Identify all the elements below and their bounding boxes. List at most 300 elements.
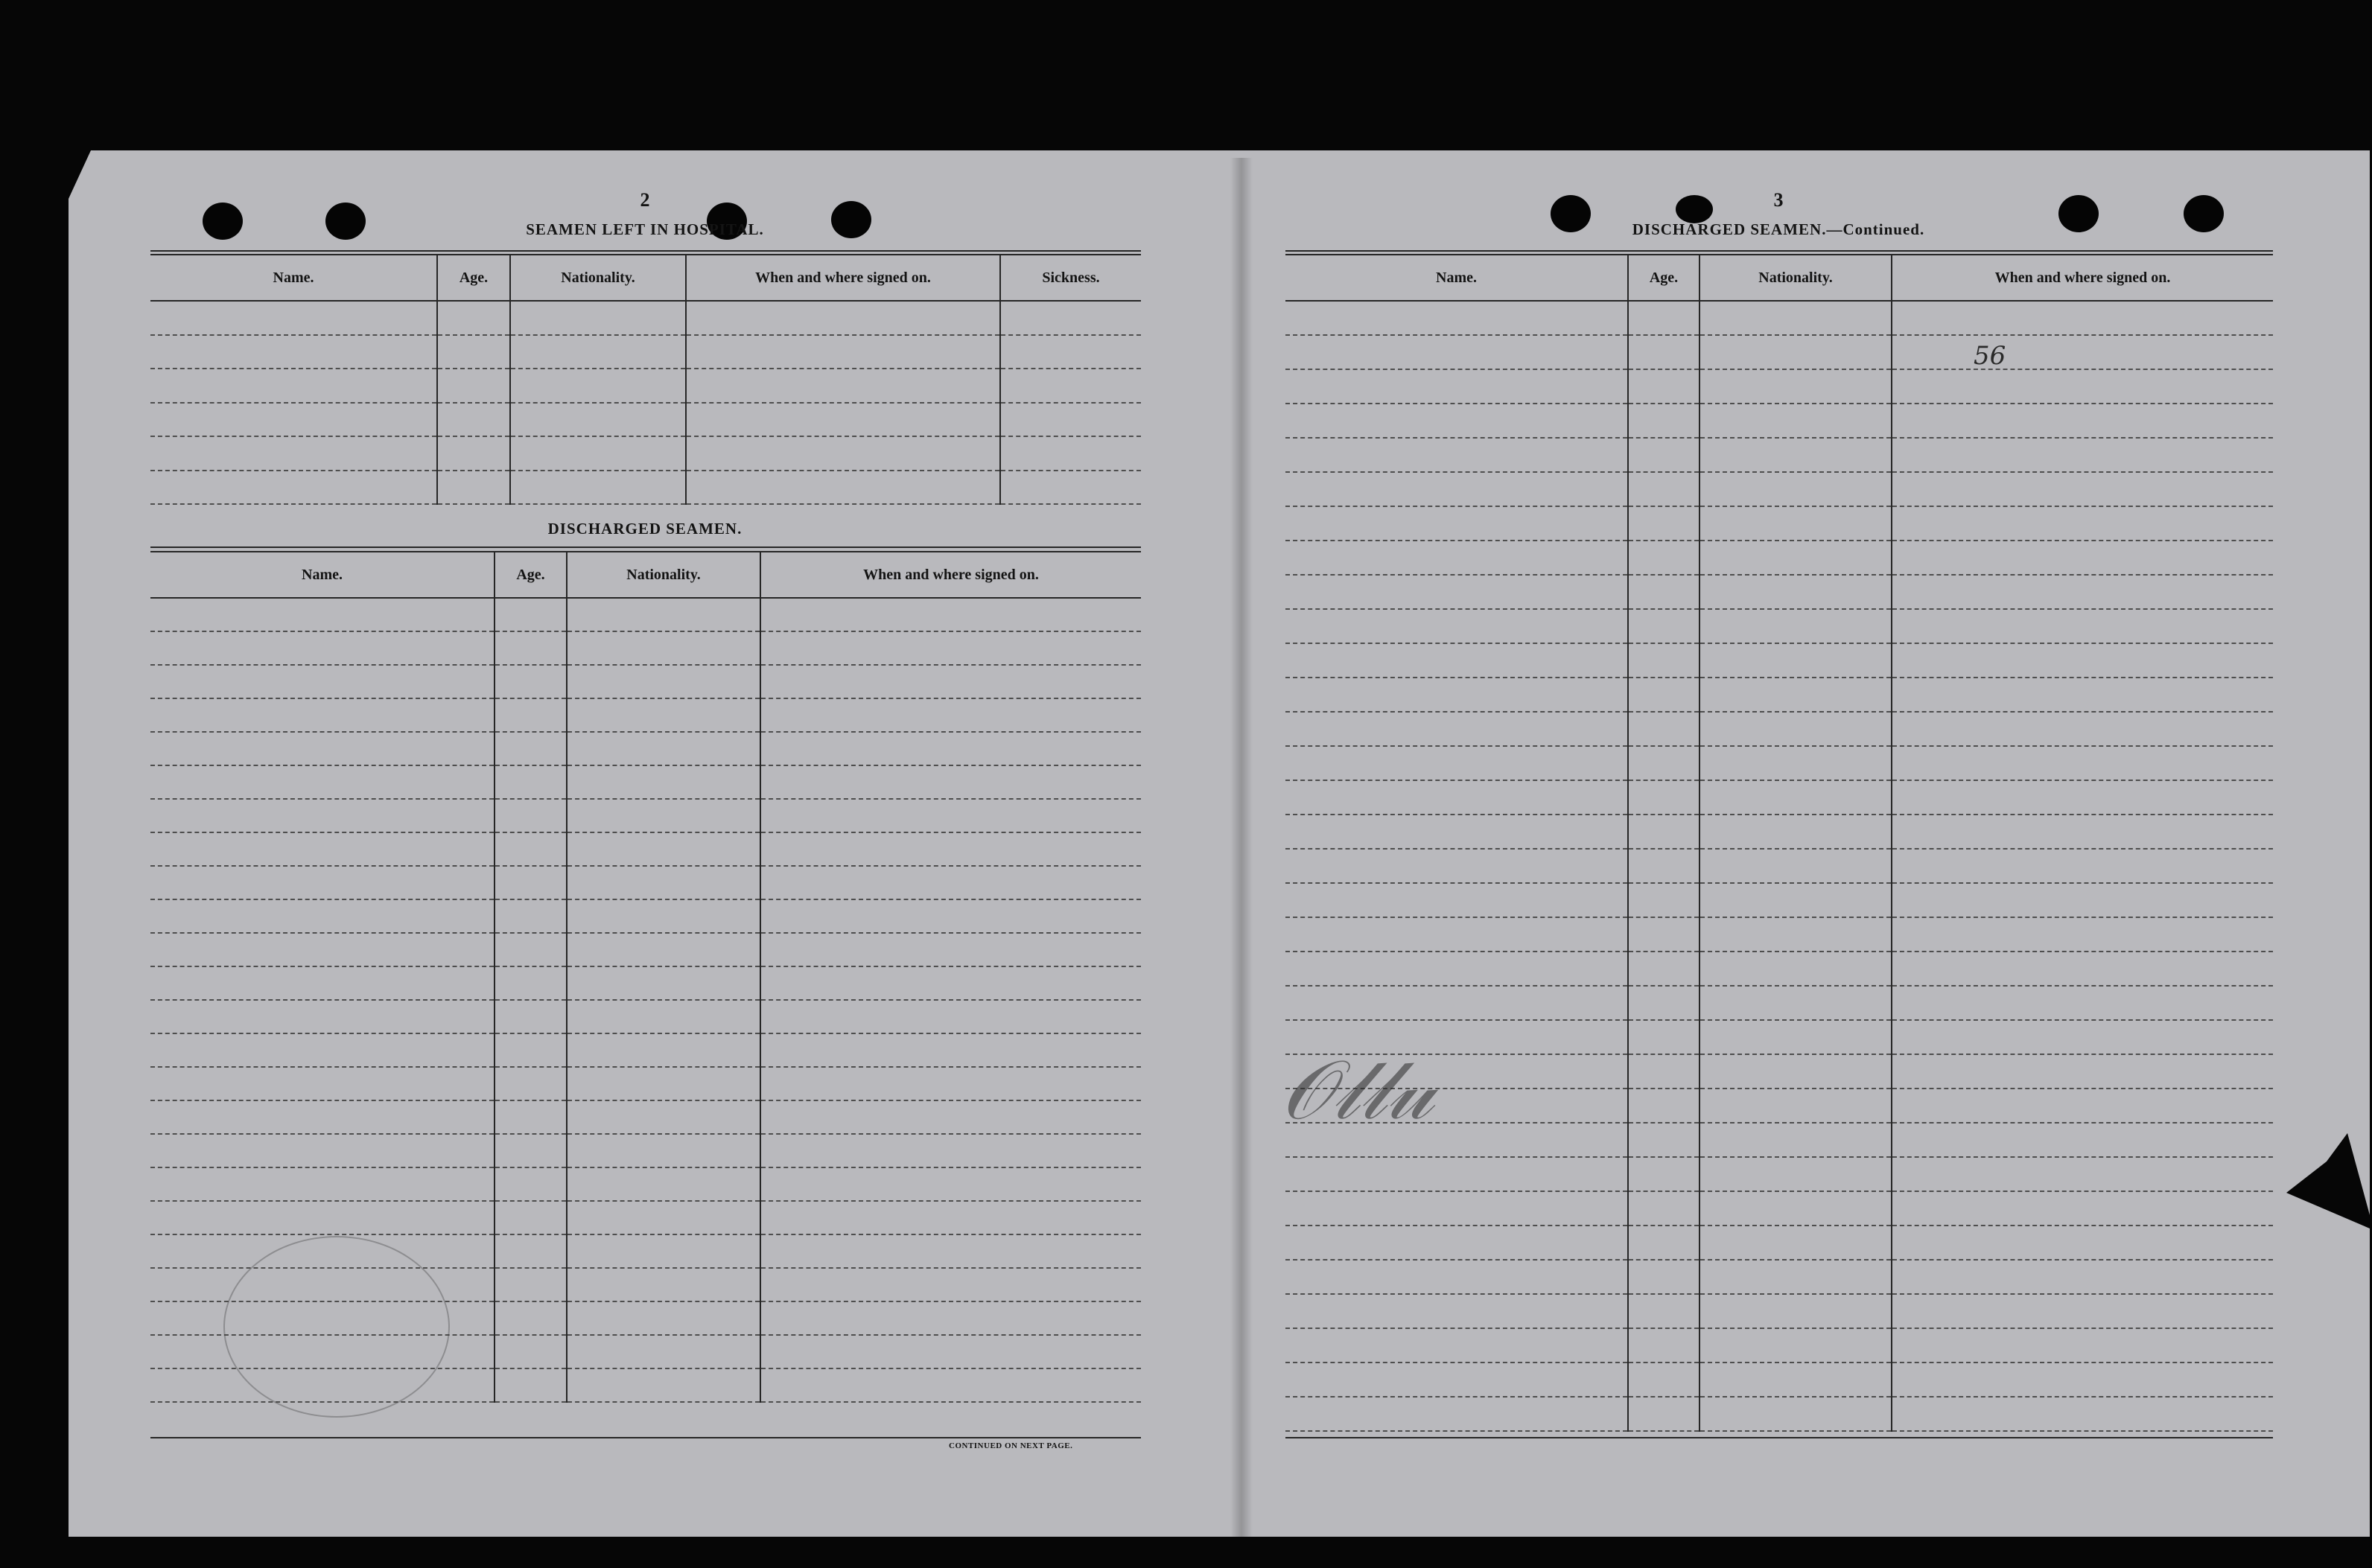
blank-row: [1285, 1123, 2273, 1157]
blank-cell: [1628, 917, 1699, 952]
blank-cell: [1285, 575, 1628, 609]
blank-cell: [760, 1268, 1141, 1301]
blank-cell: [1628, 1089, 1699, 1123]
blank-cell: [686, 436, 1000, 471]
blank-row: [1285, 1328, 2273, 1363]
blank-cell: [495, 1100, 567, 1134]
blank-cell: [150, 1000, 495, 1033]
continued-note: CONTINUED ON NEXT PAGE.: [949, 1441, 1073, 1450]
blank-cell: [1000, 335, 1141, 369]
blank-cell: [1628, 1226, 1699, 1260]
blank-cell: [1285, 1191, 1628, 1226]
punch-hole: [2058, 195, 2099, 232]
blank-cell: [1628, 1054, 1699, 1089]
blank-cell: [1628, 849, 1699, 883]
blank-cell: [760, 1100, 1141, 1134]
blank-cell: [1699, 815, 1892, 849]
blank-row: [1285, 1089, 2273, 1123]
blank-cell: [1892, 986, 2273, 1020]
blank-cell: [1892, 1123, 2273, 1157]
discharged-left-col-nationality: Nationality.: [567, 552, 760, 598]
blank-row: [150, 799, 1141, 832]
blank-cell: [495, 1368, 567, 1402]
blank-cell: [1628, 678, 1699, 712]
discharged-left-col-age: Age.: [495, 552, 567, 598]
blank-row: [150, 933, 1141, 966]
blank-row: [1285, 369, 2273, 404]
blank-cell: [510, 301, 686, 335]
blank-cell: [1892, 712, 2273, 746]
blank-row: [150, 1134, 1141, 1167]
blank-row: [150, 899, 1141, 933]
blank-cell: [1285, 404, 1628, 438]
blank-cell: [1628, 301, 1699, 335]
blank-row: [1285, 952, 2273, 986]
blank-cell: [1892, 1089, 2273, 1123]
blank-cell: [1628, 609, 1699, 643]
blank-row: [150, 301, 1141, 335]
blank-cell: [495, 1167, 567, 1201]
bottom-rule-right: [1285, 1437, 2273, 1438]
blank-cell: [150, 1167, 495, 1201]
blank-cell: [567, 1100, 760, 1134]
blank-cell: [495, 1268, 567, 1301]
blank-cell: [1285, 1260, 1628, 1294]
blank-cell: [760, 1335, 1141, 1368]
blank-cell: [567, 832, 760, 866]
blank-row: [1285, 1260, 2273, 1294]
blank-cell: [1892, 815, 2273, 849]
blank-cell: [1628, 712, 1699, 746]
blank-cell: [1699, 1020, 1892, 1054]
blank-row: [1285, 472, 2273, 506]
blank-cell: [150, 1134, 495, 1167]
blank-row: [150, 598, 1141, 631]
blank-cell: [1285, 438, 1628, 472]
blank-cell: [1285, 1363, 1628, 1397]
blank-row: [1285, 335, 2273, 369]
blank-cell: [1892, 1328, 2273, 1363]
hospital-col-signed-on: When and where signed on.: [686, 255, 1000, 301]
blank-cell: [1285, 1328, 1628, 1363]
blank-cell: [567, 1268, 760, 1301]
blank-cell: [1285, 746, 1628, 780]
blank-cell: [686, 403, 1000, 437]
blank-row: [150, 1067, 1141, 1100]
discharged-section-title-left: DISCHARGED SEAMEN.: [547, 520, 743, 538]
blank-row: [1285, 917, 2273, 952]
blank-cell: [150, 698, 495, 732]
blank-cell: [1285, 1157, 1628, 1191]
blank-cell: [1285, 986, 1628, 1020]
blank-cell: [567, 933, 760, 966]
blank-cell: [495, 1134, 567, 1167]
blank-cell: [1000, 369, 1141, 403]
blank-row: [1285, 438, 2273, 472]
blank-cell: [760, 1234, 1141, 1268]
blank-cell: [1285, 1226, 1628, 1260]
blank-cell: [760, 966, 1141, 1000]
blank-cell: [760, 899, 1141, 933]
blank-cell: [1285, 472, 1628, 506]
blank-cell: [1699, 1157, 1892, 1191]
blank-cell: [150, 799, 495, 832]
blank-row: [1285, 1397, 2273, 1431]
blank-cell: [1699, 1089, 1892, 1123]
blank-cell: [1628, 815, 1699, 849]
blank-cell: [1892, 1226, 2273, 1260]
blank-cell: [150, 436, 437, 471]
blank-cell: [1000, 301, 1141, 335]
blank-cell: [150, 403, 437, 437]
blank-row: [150, 966, 1141, 1000]
blank-cell: [1699, 1294, 1892, 1328]
blank-cell: [1699, 1363, 1892, 1397]
blank-row: [150, 1000, 1141, 1033]
blank-cell: [1892, 472, 2273, 506]
blank-cell: [495, 966, 567, 1000]
blank-cell: [760, 1067, 1141, 1100]
blank-row: [150, 631, 1141, 665]
blank-cell: [1285, 678, 1628, 712]
blank-cell: [437, 403, 510, 437]
blank-cell: [495, 598, 567, 631]
blank-cell: [1699, 883, 1892, 917]
blank-row: [1285, 986, 2273, 1020]
double-rule: [150, 250, 1141, 252]
blank-cell: [760, 732, 1141, 765]
blank-cell: [1892, 506, 2273, 541]
blank-row: [1285, 643, 2273, 678]
discharged-right-col-age: Age.: [1628, 255, 1699, 301]
blank-cell: [1892, 369, 2273, 404]
hospital-table: [150, 254, 1141, 505]
blank-cell: [1699, 1328, 1892, 1363]
blank-row: [1285, 506, 2273, 541]
blank-cell: [495, 1201, 567, 1234]
blank-cell: [1285, 952, 1628, 986]
blank-cell: [495, 665, 567, 698]
blank-row: [1285, 678, 2273, 712]
blank-cell: [1892, 1191, 2273, 1226]
blank-cell: [567, 1033, 760, 1067]
blank-row: [150, 1201, 1141, 1234]
blank-cell: [1892, 575, 2273, 609]
double-rule: [150, 546, 1141, 548]
blank-cell: [495, 1335, 567, 1368]
blank-cell: [1628, 986, 1699, 1020]
blank-cell: [1000, 471, 1141, 505]
blank-cell: [510, 369, 686, 403]
blank-row: [1285, 575, 2273, 609]
blank-row: [1285, 1363, 2273, 1397]
blank-cell: [150, 1067, 495, 1100]
blank-cell: [1892, 1054, 2273, 1089]
blank-row: [150, 732, 1141, 765]
faded-stamp: [223, 1236, 450, 1418]
blank-cell: [495, 1067, 567, 1100]
blank-row: [1285, 712, 2273, 746]
blank-cell: [150, 631, 495, 665]
blank-row: [1285, 1191, 2273, 1226]
blank-cell: [1699, 1191, 1892, 1226]
blank-cell: [495, 765, 567, 799]
blank-cell: [1699, 849, 1892, 883]
blank-row: [150, 1033, 1141, 1067]
blank-cell: [1892, 1397, 2273, 1431]
blank-cell: [1628, 1191, 1699, 1226]
blank-cell: [1699, 986, 1892, 1020]
blank-cell: [567, 1167, 760, 1201]
blank-cell: [1285, 1397, 1628, 1431]
blank-cell: [567, 1234, 760, 1268]
blank-cell: [150, 832, 495, 866]
blank-cell: [1892, 678, 2273, 712]
blank-cell: [1892, 917, 2273, 952]
discharged-right-col-signed-on: When and where signed on.: [1892, 255, 2273, 301]
blank-cell: [1628, 643, 1699, 678]
blank-cell: [567, 866, 760, 899]
punch-hole: [1676, 195, 1713, 223]
hospital-table-body: [150, 301, 1141, 504]
blank-cell: [1892, 609, 2273, 643]
blank-cell: [1699, 301, 1892, 335]
blank-cell: [495, 732, 567, 765]
blank-row: [1285, 883, 2273, 917]
blank-cell: [1699, 609, 1892, 643]
blank-cell: [1000, 403, 1141, 437]
blank-cell: [437, 436, 510, 471]
blank-cell: [1628, 472, 1699, 506]
blank-cell: [1285, 643, 1628, 678]
blank-cell: [495, 1000, 567, 1033]
blank-cell: [567, 1201, 760, 1234]
punch-hole: [1551, 195, 1591, 232]
blank-cell: [1699, 643, 1892, 678]
blank-cell: [567, 1067, 760, 1100]
blank-cell: [760, 1000, 1141, 1033]
blank-cell: [1699, 335, 1892, 369]
blank-cell: [510, 471, 686, 505]
blank-cell: [1285, 917, 1628, 952]
blank-row: [1285, 1294, 2273, 1328]
discharged-right-col-nationality: Nationality.: [1699, 255, 1892, 301]
faded-signature: 𝒪𝓁𝓁𝓊: [1281, 1042, 1434, 1138]
blank-cell: [1285, 335, 1628, 369]
discharged-left-col-name: Name.: [150, 552, 495, 598]
blank-cell: [1628, 746, 1699, 780]
punch-hole: [325, 203, 366, 240]
blank-cell: [1628, 952, 1699, 986]
blank-cell: [510, 436, 686, 471]
blank-cell: [1628, 369, 1699, 404]
blank-cell: [1892, 883, 2273, 917]
blank-cell: [495, 631, 567, 665]
blank-cell: [1699, 369, 1892, 404]
blank-row: [150, 866, 1141, 899]
blank-row: [1285, 1157, 2273, 1191]
blank-cell: [1285, 1294, 1628, 1328]
blank-cell: [1892, 1363, 2273, 1397]
blank-row: [150, 665, 1141, 698]
blank-cell: [567, 765, 760, 799]
blank-cell: [1699, 1397, 1892, 1431]
blank-cell: [1285, 301, 1628, 335]
blank-cell: [495, 933, 567, 966]
handwritten-note: 56: [1974, 341, 2006, 371]
blank-cell: [1892, 1294, 2273, 1328]
blank-cell: [567, 665, 760, 698]
blank-row: [150, 403, 1141, 437]
blank-cell: [1628, 1397, 1699, 1431]
blank-cell: [150, 765, 495, 799]
blank-cell: [567, 598, 760, 631]
blank-cell: [1699, 780, 1892, 815]
blank-cell: [567, 799, 760, 832]
blank-cell: [1699, 472, 1892, 506]
blank-cell: [1699, 952, 1892, 986]
blank-cell: [150, 1201, 495, 1234]
hospital-col-name: Name.: [150, 255, 437, 301]
blank-cell: [760, 1301, 1141, 1335]
blank-row: [150, 765, 1141, 799]
blank-cell: [760, 1201, 1141, 1234]
blank-cell: [1699, 746, 1892, 780]
blank-cell: [1699, 404, 1892, 438]
blank-row: [1285, 815, 2273, 849]
blank-cell: [150, 899, 495, 933]
blank-cell: [150, 966, 495, 1000]
blank-cell: [510, 403, 686, 437]
blank-cell: [567, 698, 760, 732]
blank-cell: [760, 1033, 1141, 1067]
hospital-col-age: Age.: [437, 255, 510, 301]
blank-cell: [1699, 917, 1892, 952]
blank-cell: [760, 1167, 1141, 1201]
blank-cell: [1699, 1260, 1892, 1294]
blank-cell: [1892, 849, 2273, 883]
blank-cell: [1628, 335, 1699, 369]
blank-cell: [567, 1301, 760, 1335]
blank-cell: [760, 866, 1141, 899]
blank-row: [150, 698, 1141, 732]
blank-cell: [1699, 712, 1892, 746]
hospital-section-title: SEAMEN LEFT IN HOSPITAL.: [526, 220, 764, 238]
blank-row: [150, 832, 1141, 866]
blank-cell: [1285, 541, 1628, 575]
page-number-left: 2: [640, 189, 650, 211]
blank-row: [1285, 849, 2273, 883]
blank-cell: [760, 631, 1141, 665]
blank-cell: [1699, 678, 1892, 712]
blank-cell: [150, 471, 437, 505]
blank-cell: [760, 698, 1141, 732]
punch-hole: [203, 203, 243, 240]
punch-hole: [2184, 195, 2224, 232]
blank-cell: [1699, 438, 1892, 472]
blank-cell: [1892, 301, 2273, 335]
blank-cell: [567, 732, 760, 765]
blank-cell: [1000, 436, 1141, 471]
blank-cell: [1699, 541, 1892, 575]
double-rule: [1285, 250, 2273, 252]
blank-cell: [495, 832, 567, 866]
blank-cell: [150, 301, 437, 335]
blank-cell: [1699, 1123, 1892, 1157]
blank-cell: [760, 598, 1141, 631]
blank-cell: [1699, 506, 1892, 541]
blank-cell: [760, 765, 1141, 799]
blank-row: [150, 471, 1141, 505]
discharged-section-title-right: DISCHARGED SEAMEN.—Continued.: [1632, 220, 1925, 238]
blank-row: [150, 1100, 1141, 1134]
blank-cell: [150, 335, 437, 369]
page-number-right: 3: [1773, 189, 1784, 211]
blank-cell: [150, 1100, 495, 1134]
blank-cell: [686, 369, 1000, 403]
blank-cell: [686, 335, 1000, 369]
blank-cell: [437, 301, 510, 335]
blank-row: [1285, 609, 2273, 643]
hospital-col-nationality: Nationality.: [510, 255, 686, 301]
hospital-col-sickness: Sickness.: [1000, 255, 1141, 301]
blank-cell: [150, 866, 495, 899]
blank-cell: [1892, 1157, 2273, 1191]
blank-cell: [150, 1033, 495, 1067]
blank-cell: [1628, 883, 1699, 917]
blank-cell: [567, 1335, 760, 1368]
blank-cell: [567, 966, 760, 1000]
blank-cell: [1892, 1020, 2273, 1054]
blank-cell: [495, 866, 567, 899]
blank-cell: [1892, 643, 2273, 678]
blank-cell: [567, 631, 760, 665]
blank-cell: [150, 369, 437, 403]
blank-cell: [437, 335, 510, 369]
blank-cell: [495, 1033, 567, 1067]
blank-cell: [1699, 1054, 1892, 1089]
blank-row: [1285, 1226, 2273, 1260]
blank-cell: [567, 899, 760, 933]
blank-cell: [1892, 746, 2273, 780]
blank-row: [150, 335, 1141, 369]
blank-row: [150, 369, 1141, 403]
blank-cell: [760, 933, 1141, 966]
blank-cell: [1892, 952, 2273, 986]
discharged-table-right-body: [1285, 301, 2273, 1431]
blank-cell: [1892, 438, 2273, 472]
blank-cell: [150, 732, 495, 765]
center-fold: [1230, 158, 1253, 1537]
blank-cell: [1285, 849, 1628, 883]
blank-cell: [1628, 1260, 1699, 1294]
blank-cell: [1628, 1123, 1699, 1157]
discharged-table-right: [1285, 254, 2273, 1432]
blank-cell: [1628, 438, 1699, 472]
blank-cell: [1699, 575, 1892, 609]
blank-cell: [760, 799, 1141, 832]
bottom-rule-left: [150, 1437, 1141, 1438]
blank-cell: [1699, 1226, 1892, 1260]
blank-cell: [1285, 815, 1628, 849]
blank-cell: [1628, 780, 1699, 815]
blank-cell: [1892, 1260, 2273, 1294]
blank-cell: [1285, 369, 1628, 404]
blank-cell: [437, 369, 510, 403]
blank-cell: [1628, 1294, 1699, 1328]
blank-row: [1285, 541, 2273, 575]
blank-cell: [1628, 575, 1699, 609]
